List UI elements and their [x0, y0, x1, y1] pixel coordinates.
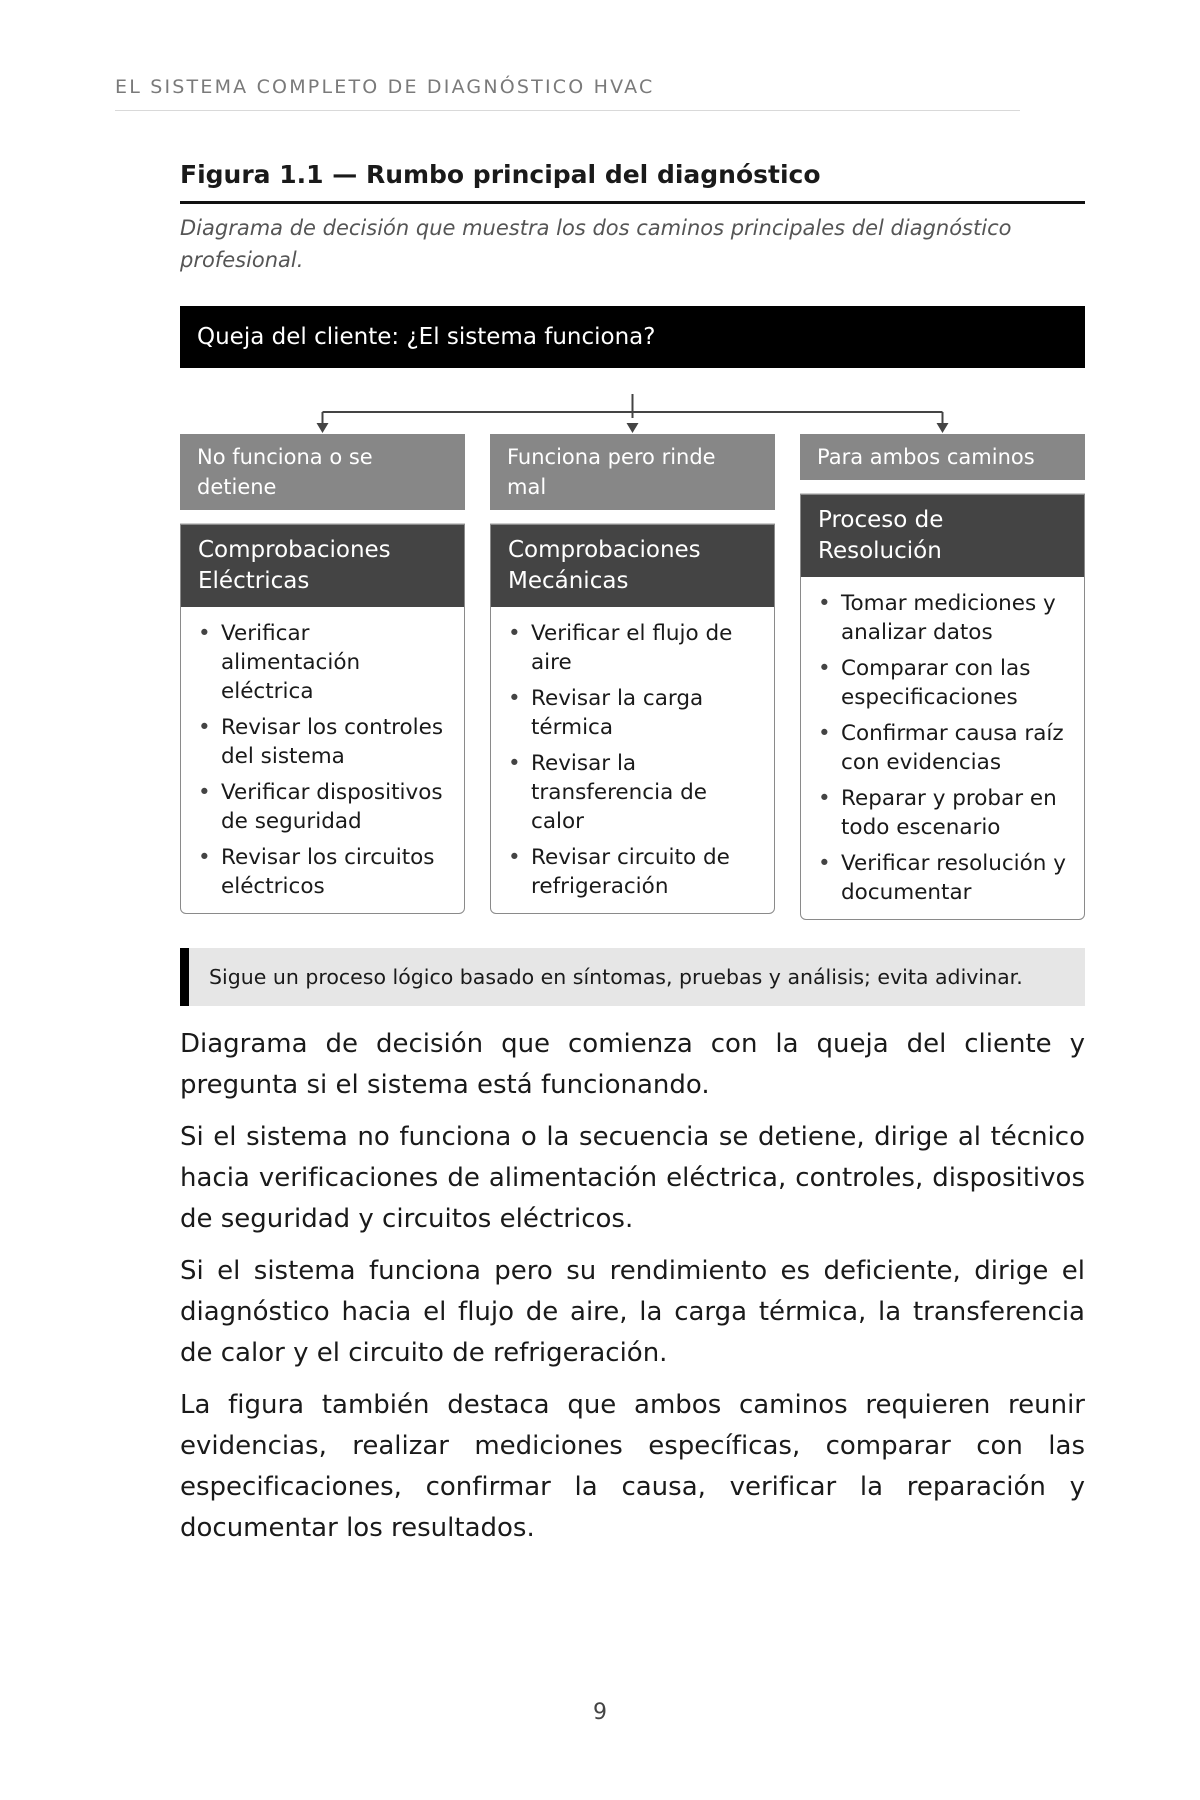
list-item: • Verificar dispositivos de seguridad [198, 778, 452, 836]
page-number: 9 [593, 1700, 607, 1725]
path-column-electrical [180, 434, 465, 914]
figure-title: Figura 1.1 — Rumbo principal del diagnóstico [180, 160, 1085, 204]
list-item: • Revisar circuito de refrigeración [508, 843, 762, 901]
decision-columns [180, 434, 1085, 920]
arrowhead-center [627, 423, 639, 433]
list-item: • Revisar los controles del sistema [198, 713, 452, 771]
decision-question: Queja del cliente: ¿El sistema funciona? [180, 306, 1085, 368]
list-item: • Revisar la transferencia de calor [508, 749, 762, 836]
key-principle-callout: Sigue un proceso lógico basado en síntomas, pruebas y análisis; evita adivinar. [180, 948, 1085, 1006]
check-list [181, 607, 464, 913]
list-item: • Tomar mediciones y analizar datos [818, 589, 1072, 647]
running-header: EL SISTEMA COMPLETO DE DIAGNÓSTICO HVAC [115, 76, 1020, 111]
card-heading: Proceso de Resolución [801, 495, 1084, 577]
page-content [180, 160, 1085, 1560]
path-column-mechanical [490, 434, 775, 914]
check-card [490, 524, 775, 914]
card-heading: Comprobaciones Mecánicas [491, 525, 774, 607]
list-item: • Confirmar causa raíz con evidencias [818, 719, 1072, 777]
list-item: • Verificar resolución y documentar [818, 849, 1072, 907]
path-column-resolution [800, 434, 1085, 920]
check-list [491, 607, 774, 913]
branch-label: Para ambos caminos [800, 434, 1085, 480]
body-paragraph: Diagrama de decisión que comienza con la queja del cliente y pregunta si el sistema está funcionando. [180, 1029, 1085, 1100]
check-card [800, 494, 1085, 920]
branch-label: Funciona pero rinde mal [490, 434, 775, 510]
body-paragraph: Si el sistema no funciona o la secuencia se detiene, dirige al técnico hacia verificaciones de alimentación eléctrica, controles, dispositivos de seguridad y circuitos eléctricos. [180, 1122, 1085, 1234]
list-item: • Verificar el flujo de aire [508, 619, 762, 677]
arrowhead-right [937, 423, 949, 433]
arrowhead-left [317, 423, 329, 433]
body-paragraph: Si el sistema funciona pero su rendimiento es deficiente, dirige el diagnóstico hacia el flujo de aire, la carga térmica, la transferencia de calor y el circuito de refrigeración. [180, 1256, 1085, 1368]
list-item: • Comparar con las especificaciones [818, 654, 1072, 712]
branch-label: No funciona o se detiene [180, 434, 465, 510]
branch-connector [180, 368, 1085, 434]
figure-caption: Diagrama de decisión que muestra los dos caminos principales del diagnóstico profesional. [180, 216, 1012, 272]
list-item: • Reparar y probar en todo escenario [818, 784, 1072, 842]
body-text [180, 1024, 1085, 1549]
list-item: • Revisar los circuitos eléctricos [198, 843, 452, 901]
card-heading: Comprobaciones Eléctricas [181, 525, 464, 607]
check-card [180, 524, 465, 914]
list-item: • Revisar la carga térmica [508, 684, 762, 742]
check-list [801, 577, 1084, 919]
body-paragraph: La figura también destaca que ambos caminos requieren reunir evidencias, realizar mediciones específicas, comparar con las especificaciones, confirmar la causa, verificar la reparación y documentar los resultados. [180, 1390, 1085, 1543]
list-item: • Verificar alimentación eléctrica [198, 619, 452, 706]
